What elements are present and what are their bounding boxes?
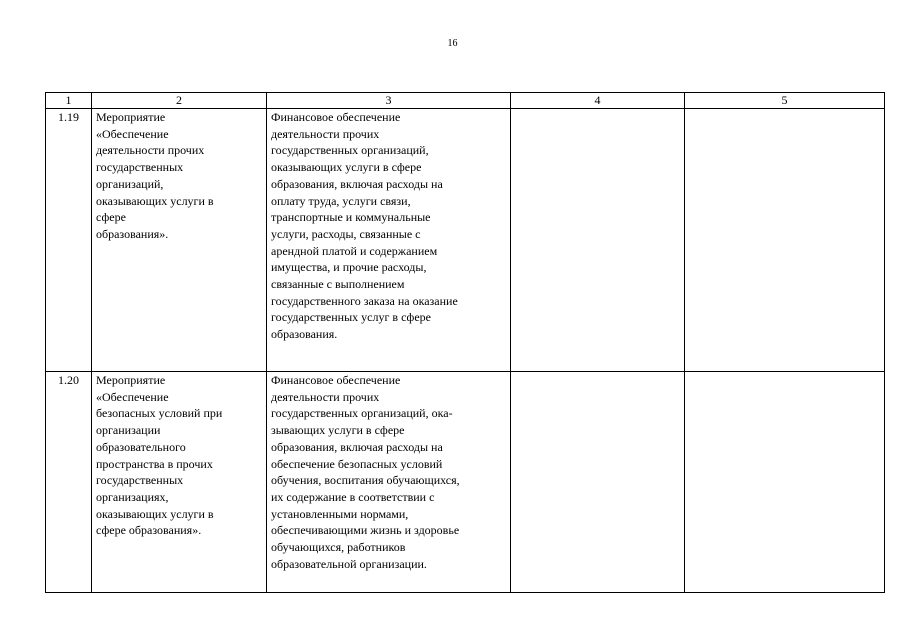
text-line: оказывающих услуги в сфере — [271, 160, 422, 175]
table-row — [46, 109, 885, 372]
description-cell — [267, 109, 511, 372]
text-line: государственных услуг в сфере — [271, 310, 431, 325]
empty-cell — [511, 109, 685, 372]
text-line: сфере образования». — [96, 523, 202, 538]
text-line: государственных — [96, 160, 184, 175]
text-line: организаций, — [96, 176, 164, 191]
text-line: оказывающих услуги в — [96, 506, 214, 521]
text-line: «Обеспечение — [96, 126, 169, 141]
text-line: имущества, и прочие расходы, — [271, 260, 427, 275]
table-header-row — [46, 93, 885, 109]
text-line: деятельности прочих — [96, 143, 205, 158]
text-line: обеспечение безопасных условий — [271, 456, 443, 471]
text-line: Финансовое обеспечение — [271, 373, 401, 387]
text-line: пространства в прочих — [96, 456, 213, 471]
column-header: 2 — [92, 93, 267, 109]
empty-cell — [511, 372, 685, 593]
text-line: образования». — [96, 226, 169, 241]
empty-cell — [685, 372, 885, 593]
row-number: 1.19 — [46, 109, 92, 372]
empty-cell — [685, 109, 885, 372]
text-line: безопасных условий при — [96, 406, 223, 421]
text-line: образования, включая расходы на — [271, 176, 443, 191]
activity-name-cell — [92, 109, 267, 372]
text-line: их содержание в соответствии с — [271, 489, 435, 504]
text-line: транспортные и коммунальные — [271, 210, 431, 225]
text-line: обучения, воспитания обучающихся, — [271, 473, 460, 488]
text-line: деятельности прочих — [271, 126, 380, 141]
document-table — [45, 92, 885, 593]
column-header: 3 — [267, 93, 511, 109]
text-line: государственного заказа на оказание — [271, 293, 458, 308]
text-line: образовательной организации. — [271, 556, 427, 571]
text-line: связанные с выполнением — [271, 277, 405, 292]
table-row — [46, 372, 885, 593]
text-line: государственных организаций, ока- — [271, 406, 453, 421]
page-number: 16 — [447, 38, 458, 49]
text-line: деятельности прочих — [271, 389, 380, 404]
text-line: оказывающих услуги в — [96, 193, 214, 208]
text-line: обучающихся, работников — [271, 540, 406, 555]
text-line: Мероприятие — [96, 110, 166, 124]
text-line: «Обеспечение — [96, 389, 169, 404]
text-line: организации — [96, 423, 161, 438]
text-line: образования, включая расходы на — [271, 439, 443, 454]
text-line: Мероприятие — [96, 373, 166, 387]
description-cell — [267, 372, 511, 593]
text-line: государственных организаций, — [271, 143, 429, 158]
column-header: 5 — [685, 93, 885, 109]
text-line: оплату труда, услуги связи, — [271, 193, 411, 208]
text-line: обеспечивающими жизнь и здоровье — [271, 523, 460, 538]
text-line: зывающих услуги в сфере — [271, 423, 405, 438]
text-line: Финансовое обеспечение — [271, 110, 401, 124]
text-line: государственных — [96, 473, 184, 488]
column-header: 4 — [511, 93, 685, 109]
text-line: образовательного — [96, 439, 186, 454]
text-line: услуги, расходы, связанные с — [271, 226, 421, 241]
text-line: арендной платой и содержанием — [271, 243, 438, 258]
text-line: установленными нормами, — [271, 506, 409, 521]
column-header: 1 — [46, 93, 92, 109]
activity-name-cell — [92, 372, 267, 593]
row-number: 1.20 — [46, 372, 92, 593]
text-line: сфере — [96, 210, 126, 225]
text-line: организациях, — [96, 489, 169, 504]
text-line: образования. — [271, 327, 338, 342]
